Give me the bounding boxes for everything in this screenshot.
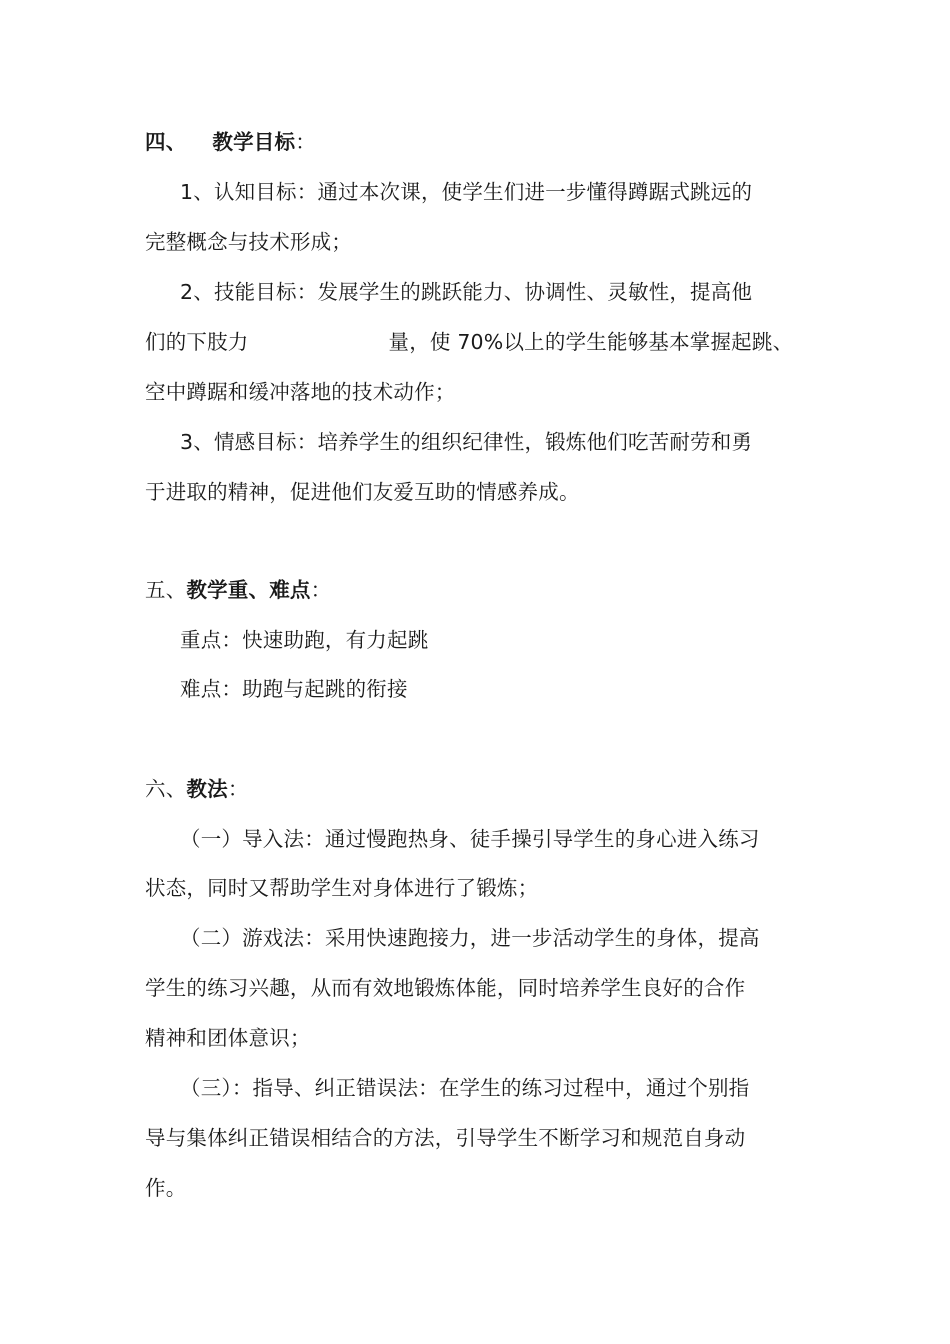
objective-skill-line2-b: 量，使 70%以上的学生能够基本掌握起跳、	[388, 330, 794, 354]
objective-affective-line2: 于进取的精神，促进他们友爱互助的情感养成。	[145, 480, 580, 504]
method-2-line2: 学生的练习兴趣，从而有效地锻炼体能，同时培养学生良好的合作	[145, 976, 746, 1000]
section-4-number: 四、	[145, 130, 187, 154]
method-3-line3: 作。	[145, 1176, 187, 1200]
objective-cognitive-line2: 完整概念与技术形成；	[145, 230, 352, 254]
section-6-number: 六、	[145, 777, 187, 801]
section-6-title: 教法	[186, 777, 228, 801]
objective-skill-line2	[145, 327, 793, 357]
section-4-heading	[145, 127, 316, 157]
objective-skill-line2-a: 们的下肢力	[145, 330, 249, 354]
objective-affective-line1: 3、情感目标：培养学生的组织纪律性，锻炼他们吃苦耐劳和勇	[180, 430, 753, 454]
objective-skill-line1: 2、技能目标：发展学生的跳跃能力、协调性、灵敏性，提高他	[180, 280, 753, 304]
section-5-title: 教学重、难点	[186, 578, 311, 602]
section-5-heading	[145, 575, 331, 605]
method-3-line2: 导与集体纠正错误相结合的方法，引导学生不断学习和规范自身动	[145, 1126, 746, 1150]
section-4-title: 教学目标	[212, 130, 296, 154]
method-1-line1: （一）导入法：通过慢跑热身、徒手操引导学生的身心进入练习	[180, 827, 760, 851]
section-6-heading	[145, 774, 249, 804]
section-5-colon: ：	[310, 578, 332, 602]
method-1-line2: 状态，同时又帮助学生对身体进行了锻炼；	[145, 876, 539, 900]
method-2-line1: （二）游戏法：采用快速跑接力，进一步活动学生的身体，提高	[180, 926, 760, 950]
objective-cognitive-line1: 1、认知目标：通过本次课，使学生们进一步懂得蹲踞式跳远的	[180, 180, 753, 204]
method-3-line1: （三）：指导、纠正错误法：在学生的练习过程中，通过个别指	[180, 1076, 750, 1100]
section-6-colon: ：	[227, 777, 249, 801]
difficult-point: 难点：助跑与起跳的衔接	[180, 677, 408, 701]
key-point: 重点：快速助跑，有力起跳	[180, 628, 429, 652]
section-5-number: 五、	[145, 578, 187, 602]
section-4-colon: ：	[295, 130, 316, 154]
method-2-line3: 精神和团体意识；	[145, 1026, 311, 1050]
objective-skill-line3: 空中蹲踞和缓冲落地的技术动作；	[145, 380, 456, 404]
